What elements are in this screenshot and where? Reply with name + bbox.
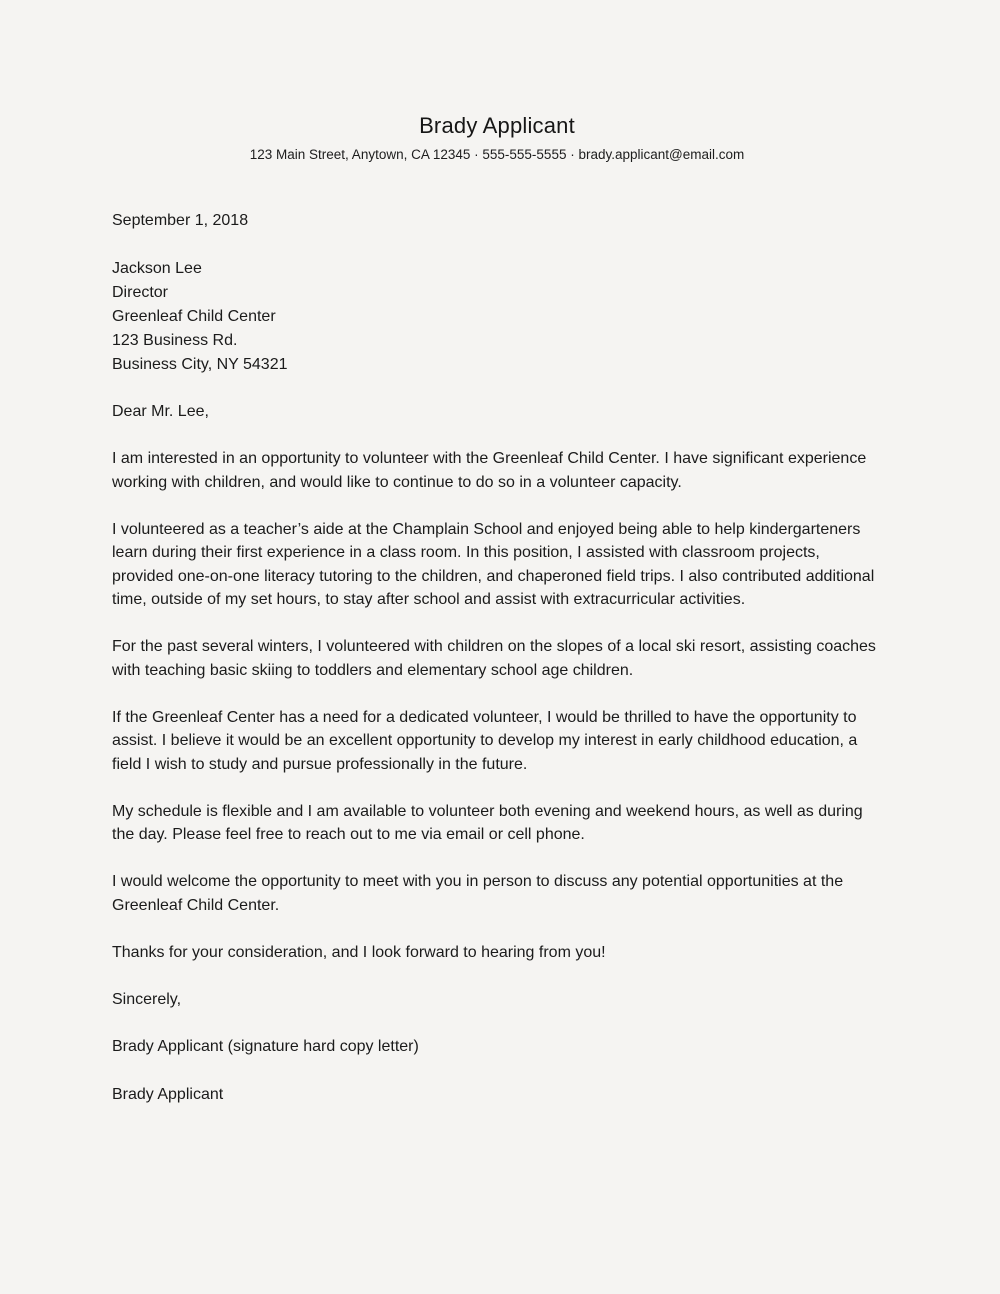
recipient-city-line: Business City, NY 54321 [112, 355, 288, 373]
closing-block [112, 988, 880, 1107]
body-paragraph: If the Greenleaf Center has a need for a dedicated volunteer, I would be thrilled to have the opportunity to assist. I believe it would be an excellent opportunity to develop my interest in early childhood education, a field I wish to study and pursue professionally in the future. [112, 708, 858, 773]
body-paragraph: Thanks for your consideration, and I look forward to hearing from you! [112, 943, 606, 961]
letter-header [112, 112, 882, 165]
recipient-block [112, 257, 880, 377]
applicant-name: Brady Applicant [419, 113, 575, 138]
typed-name: Brady Applicant [112, 1085, 224, 1103]
body-paragraph: For the past several winters, I volunteered with children on the slopes of a local ski resort, assisting coaches with teaching basic skiing to toddlers and elementary school age children. [112, 638, 876, 679]
recipient-organization: Greenleaf Child Center [112, 307, 276, 325]
body-paragraph: I volunteered as a teacher’s aide at the Champlain School and enjoyed being able to help kindergarteners learn during their first experience in a class room. In this position, I assisted with classroom projects, provided one-on-one literacy tutoring to the children, and chaperoned field trips. I also contributed additional time, outside of my set hours, to stay after school and assist with extracurricular activities. [112, 520, 875, 608]
body-paragraph: I would welcome the opportunity to meet with you in person to discuss any potential opportunities at the Greenleaf Child Center. [112, 873, 844, 914]
signature-line: Brady Applicant (signature hard copy letter) [112, 1038, 419, 1055]
body-paragraph: I am interested in an opportunity to volunteer with the Greenleaf Child Center. I have significant experience working with children, and would like to continue to do so in a volunteer capacity. [112, 450, 867, 491]
letter-date: September 1, 2018 [112, 212, 249, 229]
salutation: Dear Mr. Lee, [112, 402, 209, 420]
letter-body [112, 209, 880, 1106]
recipient-street: 123 Business Rd. [112, 331, 238, 349]
recipient-name: Jackson Lee [112, 259, 202, 277]
body-paragraphs [112, 447, 880, 964]
applicant-contact-line: 123 Main Street, Anytown, CA 12345 · 555-555-5555 · brady.applicant@email.com [249, 147, 745, 162]
body-paragraph: My schedule is flexible and I am available to volunteer both evening and weekend hours, as well as during the day. Please feel free to reach out to me via email or cell phone. [112, 802, 863, 843]
recipient-title: Director [112, 283, 169, 301]
sign-off: Sincerely, [112, 990, 182, 1008]
